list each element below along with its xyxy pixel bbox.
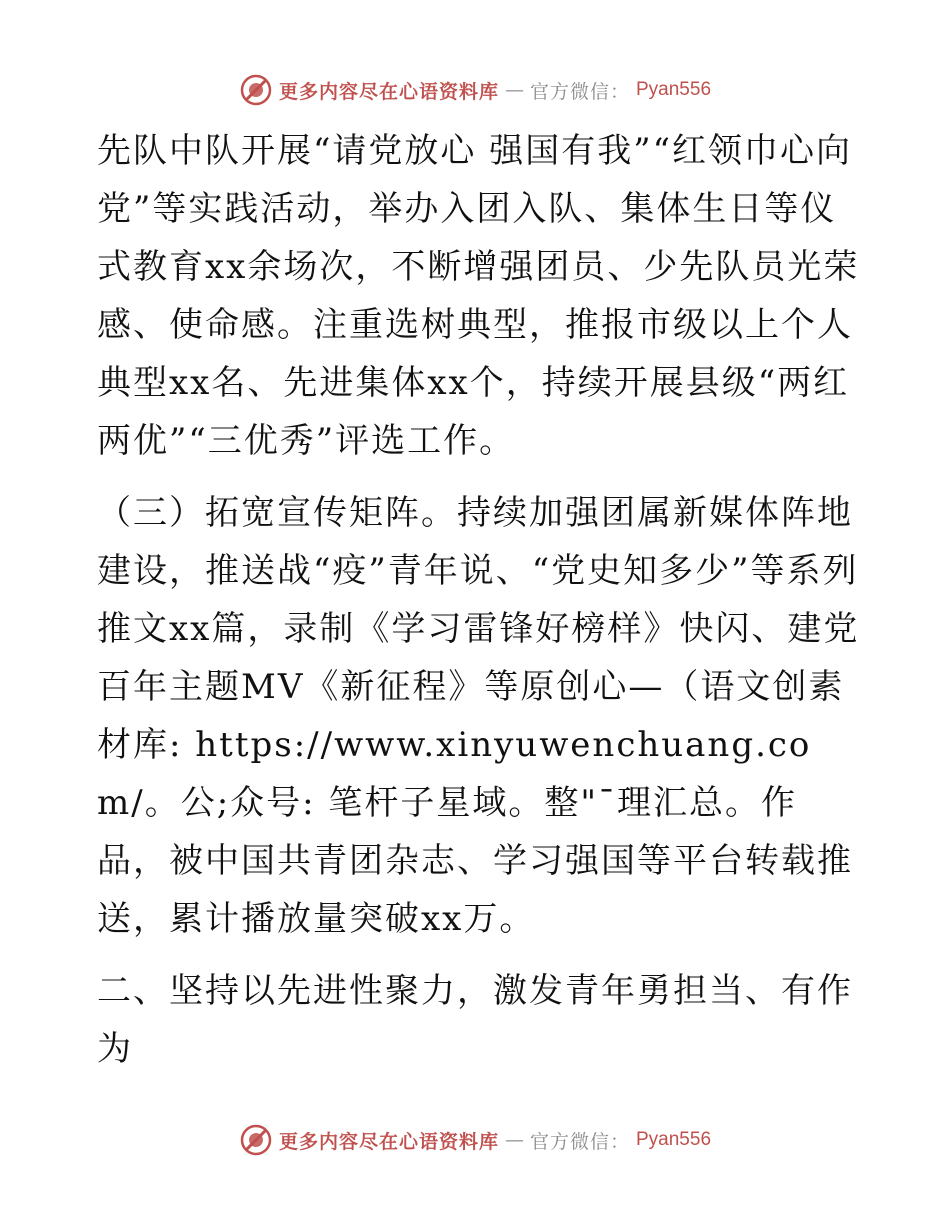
banner-main-text: 更多内容尽在心语资料库 <box>278 80 499 103</box>
paragraph-activities: 先队中队开展“请党放心 强国有我”“红领巾心向党”等实践活动，举办入团入队、集体生日等仪式教育xx余场次，不断增强团员、少先队员光荣感、使命感。注重选树典型，推报市级以上个人典型xx名、先进集体xx个，持续开展县级“两红两优”“三优秀”评选工作。 <box>97 131 860 461</box>
header-banner <box>0 72 950 108</box>
banner-main-text: 更多内容尽在心语资料库 <box>278 1130 499 1153</box>
banner-official-label: 官方微信： <box>529 1130 630 1153</box>
banner-account: Pyan556 <box>636 1129 712 1150</box>
banner-official-label: 官方微信： <box>529 80 630 103</box>
brand-logo-icon <box>239 73 273 107</box>
brand-logo-icon <box>239 1123 273 1157</box>
footer-banner <box>0 1122 950 1158</box>
section-heading: 二、坚持以先进性聚力，激发青年勇担当、有作为 <box>97 971 853 1069</box>
paragraph-publicity: （三）拓宽宣传矩阵。持续加强团属新媒体阵地建设，推送战“疫”青年说、“党史知多少”等系列推文xx篇，录制《学习雷锋好榜样》快闪、建党百年主题MV《新征程》等原创心—（语文创素材库: https://www.xinyuwenchuang.com/。公;众号: 笔杆子星域。整"¯理汇总。作品，被中国共青团杂志、学习强国等平台转载推送，累计播放量突破xx万。 <box>97 493 860 939</box>
banner-separator: — <box>504 1129 524 1151</box>
banner-account: Pyan556 <box>636 79 712 100</box>
banner-separator: — <box>504 79 524 101</box>
document-body <box>97 122 867 1092</box>
